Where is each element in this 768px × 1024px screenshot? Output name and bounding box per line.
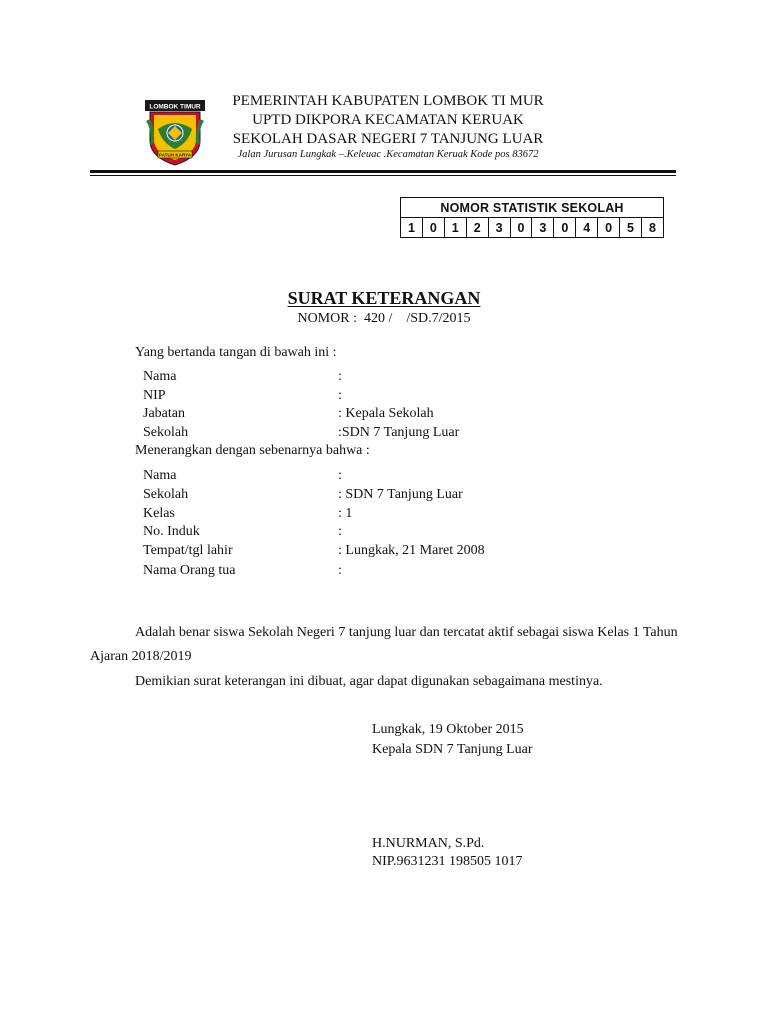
student-name-label: Nama	[143, 468, 177, 483]
student-parent-label: Nama Orang tua	[143, 563, 236, 578]
letterhead-government: PEMERINTAH KABUPATEN LOMBOK TI MUR	[232, 93, 544, 109]
student-school-value: : SDN 7 Tanjung Luar	[338, 487, 463, 502]
signer-school-value: :SDN 7 Tanjung Luar	[338, 425, 460, 440]
signer-nip-value: :	[338, 388, 342, 403]
signature-place-date: Lungkak, 19 Oktober 2015	[372, 722, 524, 737]
letterhead-school-name: SEKOLAH DASAR NEGERI 7 TANJUNG LUAR	[232, 131, 544, 147]
nss-digit: 1	[401, 218, 423, 238]
document-number: NOMOR : 420 / /SD.7/2015	[297, 311, 471, 326]
letterhead-address: Jalan Jurusan Lungkak –.Keleuac .Kecamatan Keruak Kode pos 83672	[237, 149, 539, 160]
signer-nip-label: NIP	[143, 388, 166, 403]
emblem-band-label: PATUH KARYA	[158, 152, 192, 158]
student-id-value: :	[338, 524, 342, 539]
student-birth-value: : Lungkak, 21 Maret 2008	[338, 543, 485, 558]
signature-position: Kepala SDN 7 Tanjung Luar	[372, 742, 533, 757]
school-statistics-number-table	[400, 197, 664, 238]
letterhead-department: UPTD DIKPORA KECAMATAN KERUAK	[252, 112, 524, 128]
nss-digit: 0	[422, 218, 444, 238]
closing-paragraph: Demikian surat keterangan ini dibuat, agar dapat digunakan sebagaimana mestinya.	[135, 674, 603, 689]
statement-paragraph-line2: Ajaran 2018/2019	[90, 649, 192, 664]
nss-digit: 1	[444, 218, 466, 238]
nss-digit: 4	[576, 218, 598, 238]
student-birth-label: Tempat/tgl lahir	[143, 543, 233, 558]
student-class-label: Kelas	[143, 506, 175, 521]
student-id-label: No. Induk	[143, 524, 200, 539]
signature-nip: NIP.9631231 198505 1017	[372, 854, 523, 869]
emblem-top-label: LOMBOK TIMUR	[149, 103, 201, 111]
nss-digit: 2	[466, 218, 488, 238]
signer-name-value: :	[338, 369, 342, 384]
letterhead-divider-thick	[90, 170, 676, 173]
nss-digit: 3	[488, 218, 510, 238]
letterhead-divider-thin	[90, 175, 676, 176]
student-intro: Menerangkan dengan sebenarnya bahwa :	[135, 443, 370, 458]
document-title: SURAT KETERANGAN	[287, 288, 481, 308]
signer-school-label: Sekolah	[143, 425, 189, 440]
nss-digit: 5	[620, 218, 642, 238]
student-class-value: : 1	[338, 506, 353, 521]
statement-paragraph-line1: Adalah benar siswa Sekolah Negeri 7 tanjung luar dan tercatat aktif sebagai siswa Kelas 1 Tahun	[135, 625, 678, 640]
student-parent-value: :	[338, 563, 342, 578]
nss-digit: 0	[598, 218, 620, 238]
student-school-label: Sekolah	[143, 487, 189, 502]
signer-position-value: : Kepala Sekolah	[338, 406, 434, 421]
signer-position-label: Jabatan	[143, 406, 185, 421]
signer-intro: Yang bertanda tangan di bawah ini :	[135, 345, 337, 360]
nss-digit: 0	[554, 218, 576, 238]
nss-digit: 8	[641, 218, 663, 238]
student-name-value: :	[338, 468, 342, 483]
nss-digit: 0	[510, 218, 532, 238]
nss-digit: 3	[532, 218, 554, 238]
signature-name: H.NURMAN, S.Pd.	[372, 836, 485, 851]
nss-header: NOMOR STATISTIK SEKOLAH	[401, 198, 664, 218]
signer-name-label: Nama	[143, 369, 177, 384]
